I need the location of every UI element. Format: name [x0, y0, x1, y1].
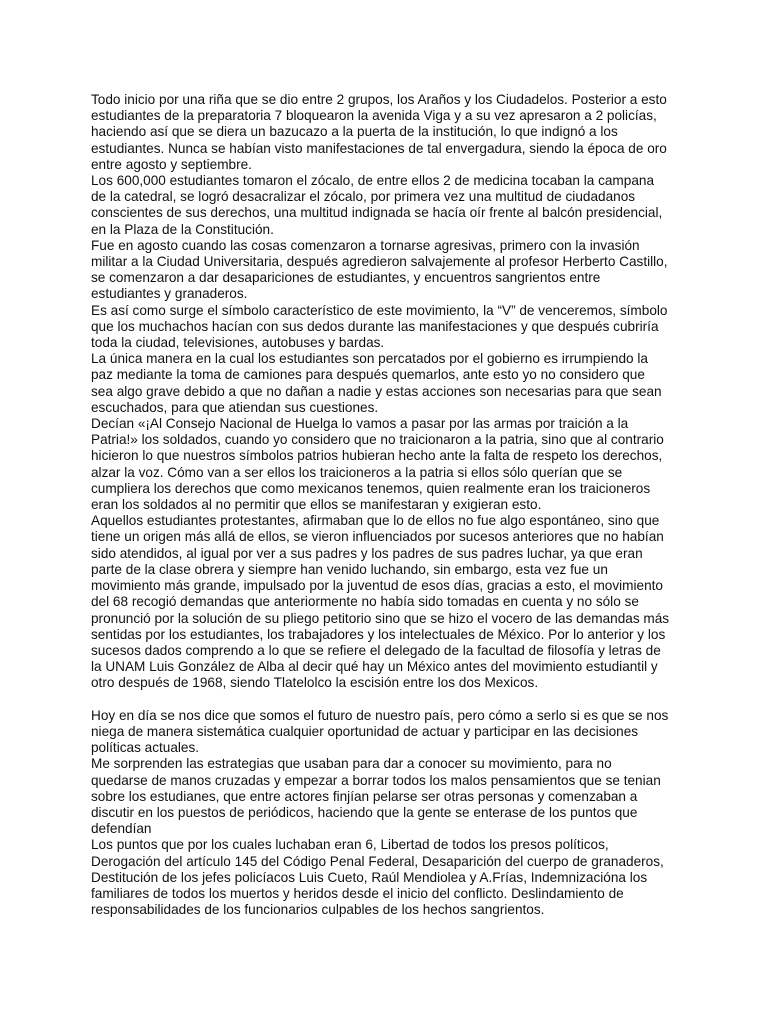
- text-line: militar a la Ciudad Universitaria, después agredieron salvajemente al profesor Herberto Castillo,: [91, 254, 668, 270]
- text-line: otro después de 1968, siendo Tlatelolco la escisión entre los dos Mexicos.: [91, 675, 539, 691]
- text-line: entre agosto y septiembre.: [91, 156, 252, 172]
- text-line: se comenzaron a dar desapariciones de estudiantes, y encuentros sangrientos entre: [91, 270, 601, 286]
- text-line: tiene un origen más allá de ellos, se vieron influenciados por sucesos anteriores que no habían: [91, 529, 664, 545]
- text-line: Los 600,000 estudiantes tomaron el zócalo, de entre ellos 2 de medicina tocaban la campana: [91, 173, 654, 189]
- text-line: Patria!» los soldados, cuando yo considero que no traicionaron a la patria, sino que al contrario: [91, 432, 664, 448]
- text-line: del 68 recogió demandas que anteriormente no había sido tomadas en cuenta y no sólo se: [91, 594, 639, 610]
- paragraph: [91, 756, 721, 837]
- text-line: defendían: [91, 821, 152, 837]
- paragraph: [91, 837, 721, 918]
- text-line: Destitución de los jefes policíacos Luis Cueto, Raúl Mendiolea y A.Frías, Indemnizacióna los: [91, 869, 648, 885]
- text-line: conscientes de sus derechos, una multitud indignada se hacía oír frente al balcón presidencial,: [91, 205, 663, 221]
- text-line: hicieron lo que nuestros símbolos patrios hubieran hecho ante la falta de respeto los derechos,: [91, 448, 663, 464]
- text-line: Los puntos que por los cuales luchaban eran 6, Libertad de todos los presos políticos,: [91, 837, 609, 853]
- paragraph: [91, 238, 721, 303]
- text-line: pronunció por la solución de su pliego petitorio sino que se hizo el vocero de las demandas más: [91, 610, 670, 626]
- text-line: discutir en los puestos de periódicos, haciendo que la gente se enterase de los puntos que: [91, 804, 638, 820]
- text-line: Me sorprenden las estrategias que usaban para dar a conocer su movimiento, para no: [91, 756, 612, 772]
- text-line: Fue en agosto cuando las cosas comenzaron a tornarse agresivas, primero con la invasión: [91, 237, 640, 253]
- text-line: movimiento más grande, impulsado por la juventud de esos días, gracias a esto, el movimiento: [91, 578, 663, 594]
- text-line: toda la ciudad, televisiones, autobuses y bardas.: [91, 335, 385, 351]
- text-line: Derogación del artículo 145 del Código Penal Federal, Desaparición del cuerpo de granaderos,: [91, 853, 664, 869]
- text-line: quedarse de manos cruzadas y empezar a borrar todos los malos pensamientos que se tenian: [91, 772, 661, 788]
- text-line: escuchados, para que atiendan sus cuestiones.: [91, 399, 379, 415]
- text-line: parte de la clase obrera y siempre han venido luchando, sin embargo, esta vez fue un: [91, 561, 608, 577]
- text-line: Todo inicio por una riña que se dio entre 2 grupos, los Araños y los Ciudadelos. Posterior a esto: [91, 92, 667, 107]
- text-line: alzar la voz. Cómo van a ser ellos los traicioneros a la patria si ellos sólo querían que se: [91, 464, 623, 480]
- text-line: de la catedral, se logró desacralizar el zócalo, por primera vez una multitud de ciudadanos: [91, 189, 636, 205]
- text-line: la UNAM Luis González de Alba al decir qué hay un México antes del movimiento estudiantil y: [91, 659, 658, 675]
- text-line: responsabilidades de los funcionarios culpables de los hechos sangrientos.: [91, 902, 545, 918]
- text-line: eran los soldados al no permitir que ellos se manifestaran y exigieran esto.: [91, 497, 542, 513]
- text-line: Es así como surge el símbolo característico de este movimiento, la “V” de venceremos, símbolo: [91, 302, 668, 318]
- text-line: Aquellos estudiantes protestantes, afirmaban que lo de ellos no fue algo espontáneo, sino que: [91, 513, 660, 529]
- text-line: estudiantes de la preparatoria 7 bloquearon la avenida Viga y a su vez apresaron a 2 policías,: [91, 108, 657, 124]
- text-line: haciendo así que se diera un bazucazo a la puerta de la institución, lo que indignó a los: [91, 124, 618, 140]
- paragraph: [91, 416, 721, 513]
- paragraph: [91, 173, 721, 238]
- text-line: sea algo grave debido a que no dañan a nadie y estas acciones son necesarias para que sean: [91, 383, 662, 399]
- text-line: que los muchachos hacían con sus dedos durante las manifestaciones y que después cubriría: [91, 318, 659, 334]
- text-line: sido atendidos, al igual por ver a sus padres y los padres de sus padres luchar, ya que eran: [91, 545, 643, 561]
- text-line: paz mediante la toma de camiones para después quemarlos, ante esto yo no considero que: [91, 367, 645, 383]
- paragraph: [91, 351, 721, 416]
- paragraph: [91, 513, 721, 691]
- document-body-text: [91, 92, 721, 918]
- text-line: La única manera en la cual los estudiantes son percatados por el gobierno es irrumpiendo la: [91, 351, 648, 367]
- text-line: en la Plaza de la Constitución.: [91, 221, 274, 237]
- text-line: familiares de todos los muertos y heridos desde el inicio del conflicto. Deslindamiento de: [91, 885, 624, 901]
- text-line: estudiantes y granaderos.: [91, 286, 248, 302]
- text-line: sobre los estudianes, que entre actores finjían pelarse ser otras personas y comenzaban a: [91, 788, 638, 804]
- paragraph: [91, 708, 721, 757]
- text-line: Hoy en día se nos dice que somos el futuro de nuestro país, pero cómo a serlo si es que se nos: [91, 707, 669, 723]
- paragraph: [91, 92, 721, 173]
- paragraph: [91, 303, 721, 352]
- text-line: cumpliera los derechos que como mexicanos tenemos, quien realmente eran los traicioneros: [91, 480, 651, 496]
- text-line: Decían «¡Al Consejo Nacional de Huelga lo vamos a pasar por las armas por traición a la: [91, 416, 629, 432]
- text-line: políticas actuales.: [91, 740, 200, 756]
- text-line: niega de manera sistemática cualquier oportunidad de actuar y participar en las decisiones: [91, 723, 639, 739]
- text-line: sentidas por los estudiantes, los trabajadores y los intelectuales de México. Por lo anterior y los: [91, 626, 666, 642]
- text-line: estudiantes. Nunca se habían visto manifestaciones de tal envergadura, siendo la época de oro: [91, 140, 667, 156]
- text-line: sucesos dados comprendo a lo que se refiere el delegado de la facultad de filosofía y letras de: [91, 642, 661, 658]
